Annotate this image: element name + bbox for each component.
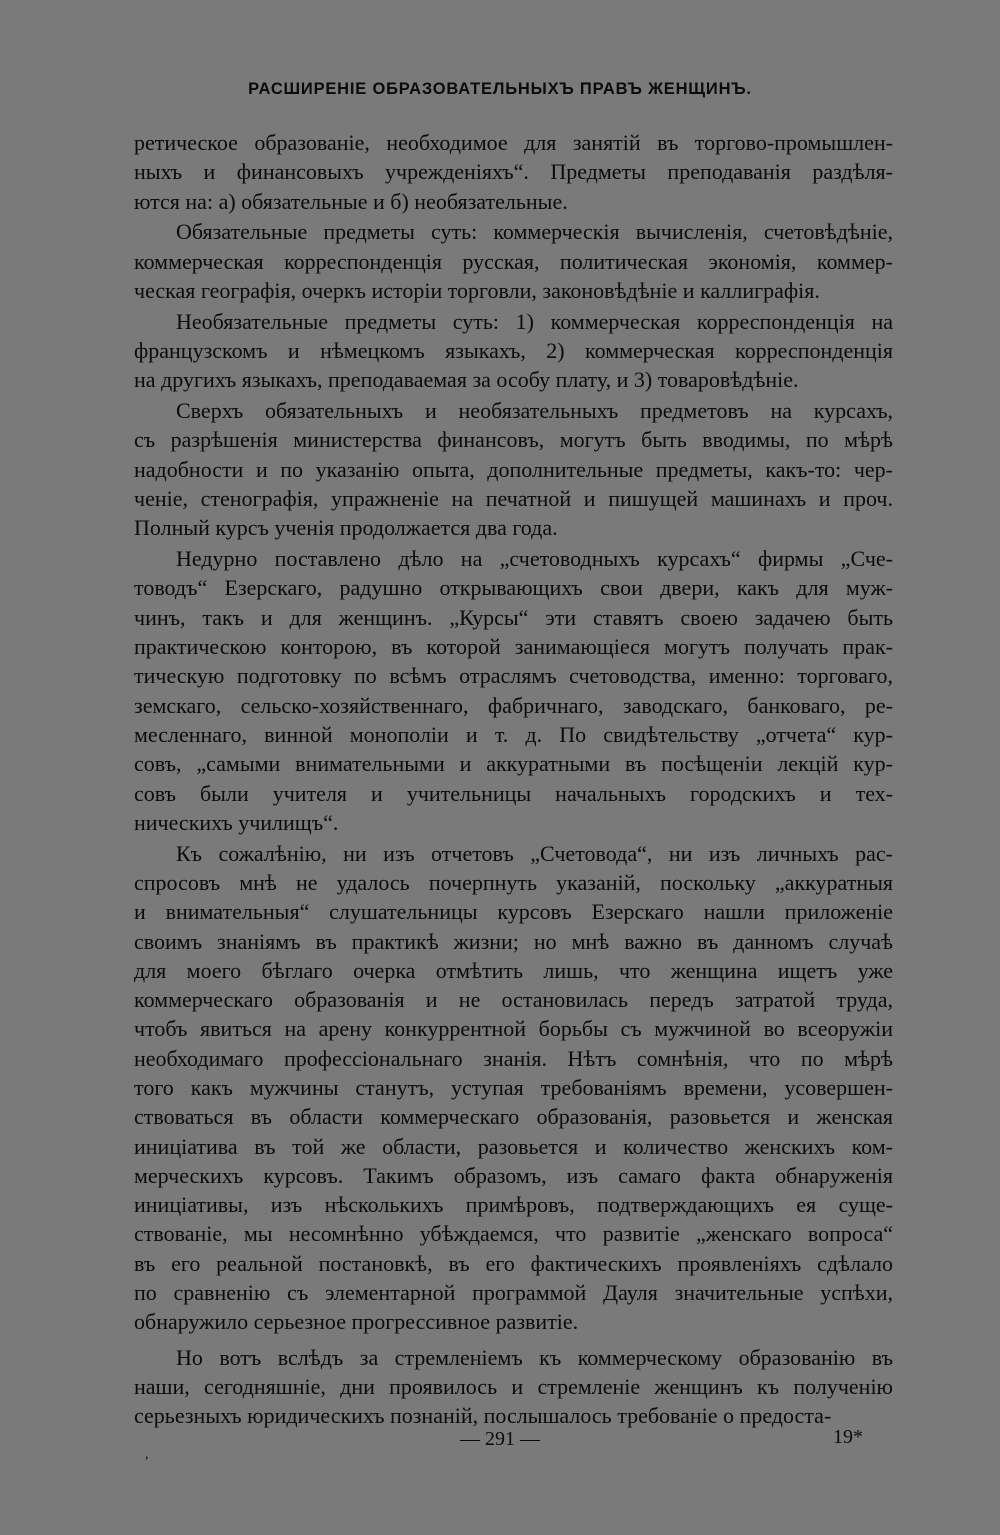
text-line: спросовъ мнѣ не удалось почерпнуть указаній, поскольку „аккуратныя: [134, 869, 893, 895]
text-line: серьезныхъ юридическихъ познаній, послышалось требованіе о предоста-: [134, 1403, 832, 1429]
paragraph: [134, 1343, 893, 1431]
body-text: [134, 128, 893, 1431]
text-line: совъ были учителя и учительницы начальныхъ городскихъ и тех-: [134, 780, 893, 806]
text-line: наши, сегодняшніе, дни проявилось и стремленіе женщинъ къ полученію: [134, 1373, 893, 1399]
text-line: надобности и по указанію опыта, дополнительные предметы, какъ-то: чер-: [134, 456, 893, 482]
text-line: для моего бѣглаго очерка отмѣтить лишь, что женщина ищетъ уже: [134, 957, 893, 983]
text-line: иниціатива въ той же области, разовьется и количество женскихъ ком-: [134, 1133, 893, 1159]
text-line: необходимаго профессіональнаго знанія. Нѣтъ сомнѣнія, что по мѣрѣ: [134, 1045, 893, 1071]
text-line: съ разрѣшенія министерства финансовъ, могутъ быть вводимы, по мѣрѣ: [134, 427, 893, 453]
text-line: месленнаго, винной монополіи и т. д. По свидѣтельству „отчета“ кур-: [134, 721, 893, 747]
text-line: ническихъ училищъ“.: [134, 809, 339, 835]
text-line: ствованіе, мы несомнѣнно убѣждаемся, что развитіе „женскаго вопроса“: [134, 1221, 893, 1247]
text-line: того какъ мужчины станутъ, уступая требованіямъ времени, усовершен-: [134, 1075, 893, 1100]
text-line: мерческихъ курсовъ. Такимъ образомъ, изъ самаго факта обнаруженія: [134, 1162, 893, 1188]
text-line: иниціативы, изъ нѣсколькихъ примѣровъ, подтверждающихъ ея суще-: [134, 1192, 893, 1218]
text-line: Полный курсъ ученія продолжается два года.: [134, 515, 558, 541]
paragraph: [134, 839, 893, 1337]
text-line: совъ, „самыми внимательными и аккуратными въ посѣщеніи лекцій кур-: [134, 751, 893, 777]
text-line: Недурно поставлено дѣло на „счетоводныхъ курсахъ“ фирмы „Сче-: [176, 546, 893, 572]
text-line: своимъ знаніямъ въ практикѣ жизни; но мнѣ важно въ данномъ случаѣ: [134, 928, 893, 954]
text-line: ретическое образованіе, необходимое для занятій въ торгово-промышлен-: [134, 130, 893, 155]
text-line: чинъ, такъ и для женщинъ. „Курсы“ эти ставятъ своею задачею быть: [134, 604, 893, 630]
paragraph: [134, 217, 893, 305]
text-line: Но вотъ вслѣдъ за стремленіемъ къ коммерческому образованію въ: [176, 1344, 893, 1370]
text-line: и внимательныя“ слушательницы курсовъ Езерскаго нашли приложеніе: [134, 899, 893, 925]
text-line: ченіе, стенографія, упражненіе на печатной и пишущей машинахъ и проч.: [134, 486, 893, 512]
text-line: тическую подготовку по всѣмъ отраслямъ счетоводства, именно: торговаго,: [134, 663, 893, 689]
paragraph: [134, 307, 893, 395]
text-line: ческая географія, очеркъ исторіи торговли, законовѣдѣніе и каллиграфія.: [134, 277, 820, 303]
text-line: земскаго, сельско-хозяйственнаго, фабричнаго, заводскаго, банковаго, ре-: [134, 692, 893, 718]
text-line: на другихъ языкахъ, преподаваемая за особу плату, и 3) товаровѣдѣніе.: [134, 367, 799, 393]
paragraph: [134, 128, 893, 216]
text-line: по сравненію съ элементарной программой Дауля значительные успѣхи,: [134, 1280, 893, 1306]
text-line: ныхъ и финансовыхъ учрежденіяхъ“. Предметы преподаванія раздѣля-: [134, 159, 893, 185]
text-line: обнаружило серьезное прогрессивное развитіе.: [134, 1309, 579, 1335]
page-number: — 291 —: [460, 1428, 540, 1450]
running-head: РАСШИРЕНІЕ ОБРАЗОВАТЕЛЬНЫХЪ ПРАВЪ ЖЕНЩИНЪ.: [248, 80, 752, 98]
text-line: Къ сожалѣнію, ни изъ отчетовъ „Счетовода“, ни изъ личныхъ рас-: [176, 840, 893, 866]
text-line: коммерческаго образованія и не остановилась передъ затратой труда,: [134, 987, 893, 1013]
paragraph: [134, 544, 893, 837]
text-line: Сверхъ обязательныхъ и необязательныхъ предметовъ на курсахъ,: [176, 398, 893, 424]
paragraph: [134, 396, 893, 542]
text-line: практическою конторою, въ которой занимающіеся могутъ получать прак-: [134, 634, 893, 660]
text-line: ствоваться въ области коммерческаго образованія, разовьется и женская: [134, 1104, 893, 1130]
text-line: ются на: а) обязательные и б) необязательные.: [134, 188, 568, 214]
text-line: Обязательные предметы суть: коммерческія вычисленія, счетовѣдѣніе,: [176, 219, 893, 245]
text-line: французскомъ и нѣмецкомъ языкахъ, 2) коммерческая корреспонденція: [134, 338, 893, 364]
text-line: коммерческая корреспонденція русская, политическая экономія, коммер-: [134, 248, 893, 274]
text-line: въ его реальной постановкѣ, въ его фактическихъ проявленіяхъ сдѣлало: [134, 1250, 893, 1276]
text-line: товодъ“ Езерскаго, радушно открывающихъ свои двери, какъ для муж-: [134, 575, 893, 601]
text-line: чтобъ явиться на арену конкуррентной борьбы съ мужчиной во всеоружіи: [134, 1016, 893, 1042]
stray-mark: ,: [145, 1447, 149, 1462]
text-line: Необязательные предметы суть: 1) коммерческая корреспонденція на: [176, 308, 893, 334]
signature-mark: 19*: [833, 1426, 863, 1448]
